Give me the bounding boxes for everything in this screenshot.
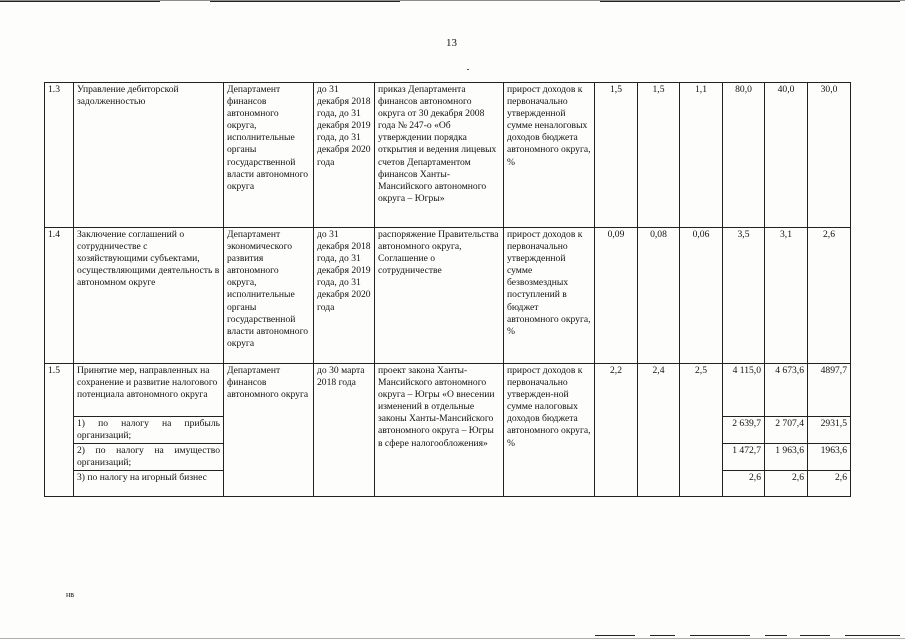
value-cell: 2,6 xyxy=(765,471,808,497)
value-cell: 1,5 xyxy=(638,83,680,228)
value-cell: 1 963,6 xyxy=(765,444,808,471)
value-cell: 2,6 xyxy=(808,471,851,497)
value-cell: 3,5 xyxy=(723,228,765,364)
value-cell: 4 115,0 xyxy=(723,364,765,417)
row-index: 1.5 xyxy=(45,364,74,497)
footer-mark: нв xyxy=(66,590,75,599)
scan-edge-top xyxy=(0,0,905,3)
value-cell: 2,6 xyxy=(808,228,851,364)
row-index: 1.4 xyxy=(45,228,74,364)
value-cell: 2 639,7 xyxy=(723,417,765,444)
value-cell: 4 673,6 xyxy=(765,364,808,417)
value-cell: 2,6 xyxy=(723,471,765,497)
table-row xyxy=(45,364,851,417)
row-index: 1.3 xyxy=(45,83,74,228)
value-cell: 30,0 xyxy=(808,83,851,228)
value-cell: 1,5 xyxy=(595,83,638,228)
sub-label: 2) по налогу на имущество организаций; xyxy=(74,444,224,471)
indicator: прирост доходов к первоначально утвержденной сумме безвозмездных поступлений в бюджет автономного округа, % xyxy=(504,228,595,364)
document: проект закона Ханты-Мансийского автономного округа – Югры «О внесении изменений в отдельные законы Ханты-Мансийского автономного округа – Югры в сфере налогообложения» xyxy=(375,364,504,497)
value-cell: 80,0 xyxy=(723,83,765,228)
indicator: прирост доходов к первоначально утвержден-ной сумме налоговых доходов бюджета автономного округа, % xyxy=(504,364,595,497)
value-cell: 0,06 xyxy=(680,228,723,364)
executor: Департамент экономического развития автономного округа, исполнительные органы государственной власти автономного округа xyxy=(224,228,314,364)
document: приказ Департамента финансов автономного округа от 30 декабря 2008 года № 247-о «Об утверждении порядка открытия и ведения лицевых счетов Департаментом финансов Ханты-Мансийского автономного округа – Югры» xyxy=(375,83,504,228)
value-cell: 3,1 xyxy=(765,228,808,364)
measure-name: Принятие мер, направленных на сохранение и развитие налогового потенциала автономного округа xyxy=(74,364,224,417)
value-cell: 1 472,7 xyxy=(723,444,765,471)
page-number: 13 xyxy=(446,37,457,49)
value-cell: 2 707,4 xyxy=(765,417,808,444)
value-cell: 0,08 xyxy=(638,228,680,364)
term: до 30 марта 2018 года xyxy=(314,364,375,497)
measure-name: Заключение соглашений о сотрудничестве с хозяйствующими субъектами, осуществляющими деятельность в автономном округе xyxy=(74,228,224,364)
indicator: прирост доходов к первоначально утвержденной сумме неналоговых доходов бюджета автономного округа, % xyxy=(504,83,595,228)
executor: Департамент финансов автономного округа xyxy=(224,364,314,497)
table-row xyxy=(45,228,851,364)
sub-label: 1) по налогу на прибыль организаций; xyxy=(74,417,224,444)
term: до 31 декабря 2018 года, до 31 декабря 2019 года, до 31 декабря 2020 года xyxy=(314,228,375,364)
value-cell: 2,4 xyxy=(638,364,680,497)
executor: Департамент финансов автономного округа, исполнительные органы государственной власти автономного округа xyxy=(224,83,314,228)
measures-table xyxy=(44,82,851,497)
value-cell: 2,2 xyxy=(595,364,638,497)
term: до 31 декабря 2018 года, до 31 декабря 2019 года, до 31 декабря 2020 года xyxy=(314,83,375,228)
sub-label: 3) по налогу на игорный бизнес xyxy=(74,471,224,497)
document: распоряжение Правительства автономного округа, Соглашение о сотрудничестве xyxy=(375,228,504,364)
value-cell: 0,09 xyxy=(595,228,638,364)
value-cell: 4897,7 xyxy=(808,364,851,417)
measure-name: Управление дебиторской задолженностью xyxy=(74,83,224,228)
value-cell: 1,1 xyxy=(680,83,723,228)
table-row xyxy=(45,83,851,228)
value-cell: 2931,5 xyxy=(808,417,851,444)
value-cell: 2,5 xyxy=(680,364,723,497)
value-cell: 1963,6 xyxy=(808,444,851,471)
scan-edge-bottom xyxy=(0,633,905,639)
value-cell: 40,0 xyxy=(765,83,808,228)
scan-dot xyxy=(467,69,469,70)
